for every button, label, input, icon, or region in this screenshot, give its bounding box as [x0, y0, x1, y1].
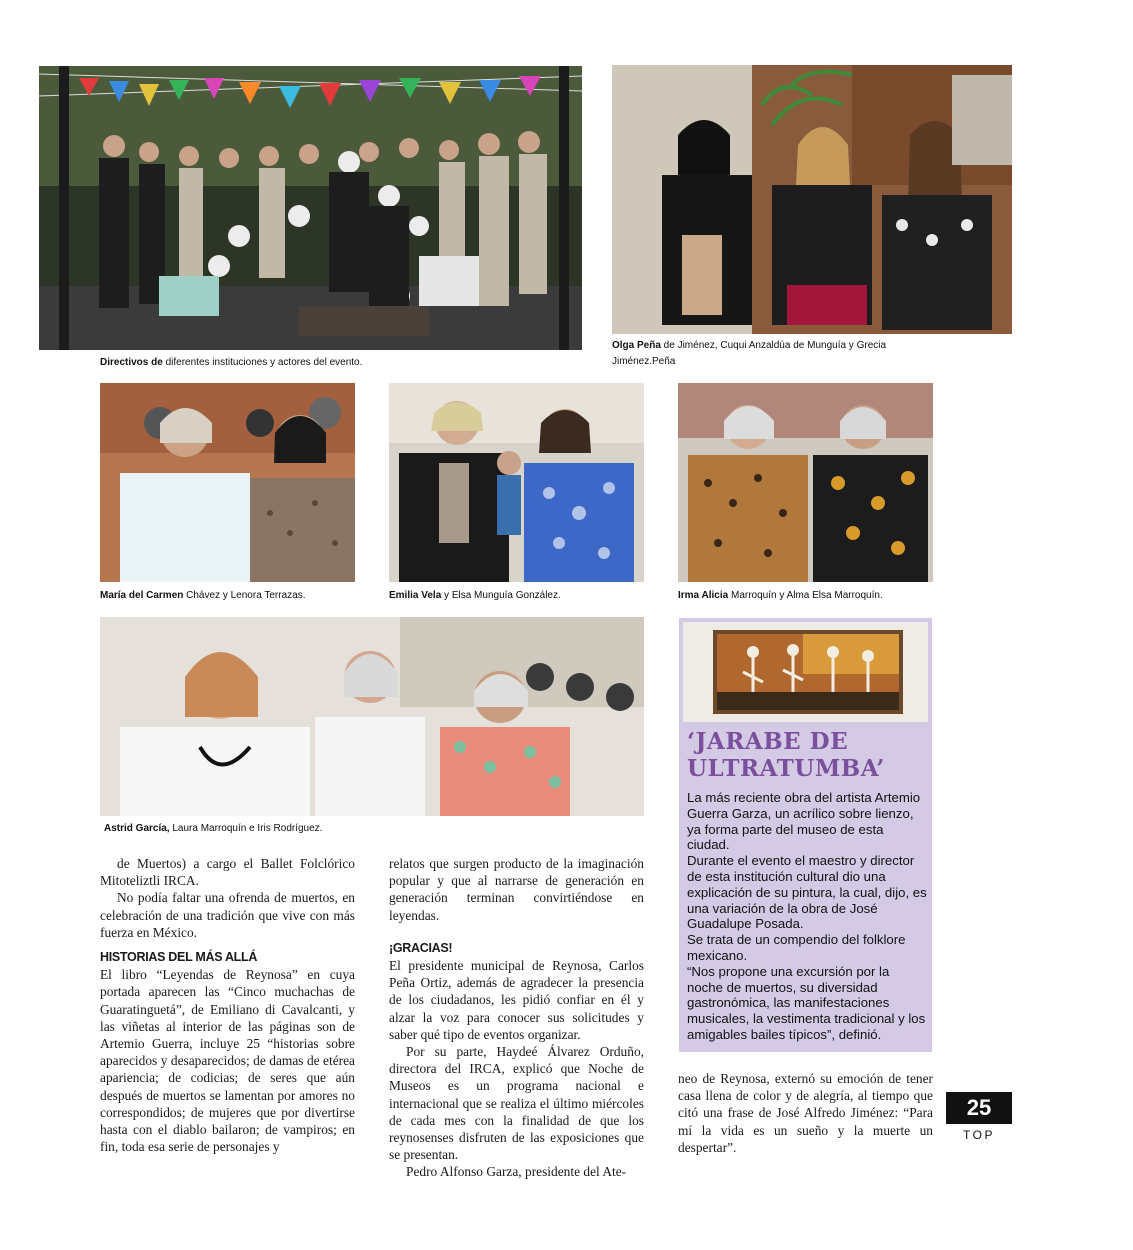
- sidebar-body: [687, 790, 927, 1043]
- paragraph: Durante el evento el maestro y director de esta institución cultural dio una explicación de su pintura, la cual, dijo, es una variación de la obra de José Guadalupe Posada.: [687, 853, 927, 932]
- section-heading: HISTORIAS DEL MÁS ALLÁ: [100, 950, 258, 965]
- group-photo-caption: Directivos de diferentes instituciones y actores del evento.: [100, 357, 363, 368]
- paragraph: No podía faltar una ofrenda de muertos, en celebración de una tradición que vive con más fuerza en México.: [100, 890, 355, 940]
- sidebar-title: ‘JARABE DE ULTRATUMBA’: [687, 728, 885, 782]
- trio-caption: Astrid García, Laura Marroquín e Iris Rodríguez.: [104, 823, 323, 834]
- section-heading: ¡GRACIAS!: [389, 940, 453, 955]
- sidebar-box: [679, 618, 932, 1052]
- three-women-caption: Olga Peña de Jiménez, Cuqui Anzaldúa de Munguía y Grecia Jiménez.Peña: [612, 340, 887, 367]
- pair1-photo: [100, 383, 355, 582]
- paragraph: La más reciente obra del artista Artemio Guerra Garza, un acrílico sobre lienzo, ya forma parte del museo de esta ciudad.: [687, 790, 921, 853]
- pair3-caption: Irma Alicia Marroquín y Alma Elsa Marroquín.: [678, 590, 883, 601]
- paragraph: Se trata de un compendio del folklore mexicano.: [687, 932, 906, 963]
- paragraph: Pedro Alfonso Garza, presidente del Ate-: [406, 1164, 627, 1180]
- trio-photo: [100, 617, 644, 816]
- paragraph: relatos que surgen producto de la imaginación popular y que al narrarse de generación en generación terminan convirtiéndose en leyendas.: [389, 856, 644, 923]
- paragraph: de Muertos) a cargo el Ballet Folclórico Mitoteliztli IRCA.: [100, 856, 355, 889]
- article-column-1: [100, 855, 355, 1155]
- painting-photo: [683, 622, 928, 722]
- three-women-photo: [612, 65, 1012, 334]
- group-photo: [39, 66, 582, 350]
- paragraph: El presidente municipal de Reynosa, Carlos Peña Ortiz, además de agradecer la presencia de los ciudadanos, les pidió confiar en él y alzar la voz para conocer sus solicitudes y saber qué tipo de eventos organizar.: [389, 958, 644, 1042]
- paragraph: Por su parte, Haydeé Álvarez Orduño, directora del IRCA, explicó que Noche de Museos es un programa nacional e internacional que se realiza el último miércoles de cada mes con la finalidad de que los reynosenses disfruten de las exposiciones que se presentan.: [389, 1044, 644, 1163]
- section-label: TOP: [963, 1128, 995, 1142]
- paragraph: El libro “Leyendas de Reynosa” en cuya portada aparecen las “Cinco muchachas de Guaratinguetá”, de Emiliano di Cavalcanti, y las viñetas al interior de las páginas son de Artemio Guerra, incluye 25 “historias sobre aparecidos y desaparecidos; de damas de etérea apariencia; de codicias; de seres que aún después de muertos se lamentan por amores no correspondidos; de mujeres que por divertirse hasta con el diablo bailaron; de vampiros; en fin, toda esa serie de personajes y: [100, 967, 355, 1155]
- pair1-caption: María del Carmen Chávez y Lenora Terrazas.: [100, 590, 306, 601]
- paragraph: neo de Reynosa, externó su emoción de tener casa llena de color y de alegría, al tiempo que citó una frase de José Alfredo Jiménez: “Para mí la vida es un sueño y la muerte un despertar”.: [678, 1071, 933, 1155]
- article-column-3: [678, 1070, 933, 1156]
- pair3-photo: [678, 383, 933, 582]
- paragraph: “Nos propone una excursión por la noche de muertos, su diversidad gastronómica, las manifestaciones musicales, la vestimenta tradicional y los amigables bailes típicos”, definió.: [687, 963, 926, 1042]
- pair2-caption: Emilia Vela y Elsa Munguía González.: [389, 590, 561, 601]
- pair2-photo: [389, 383, 644, 582]
- page-number: 25: [946, 1092, 1012, 1124]
- article-column-2: [389, 855, 644, 1181]
